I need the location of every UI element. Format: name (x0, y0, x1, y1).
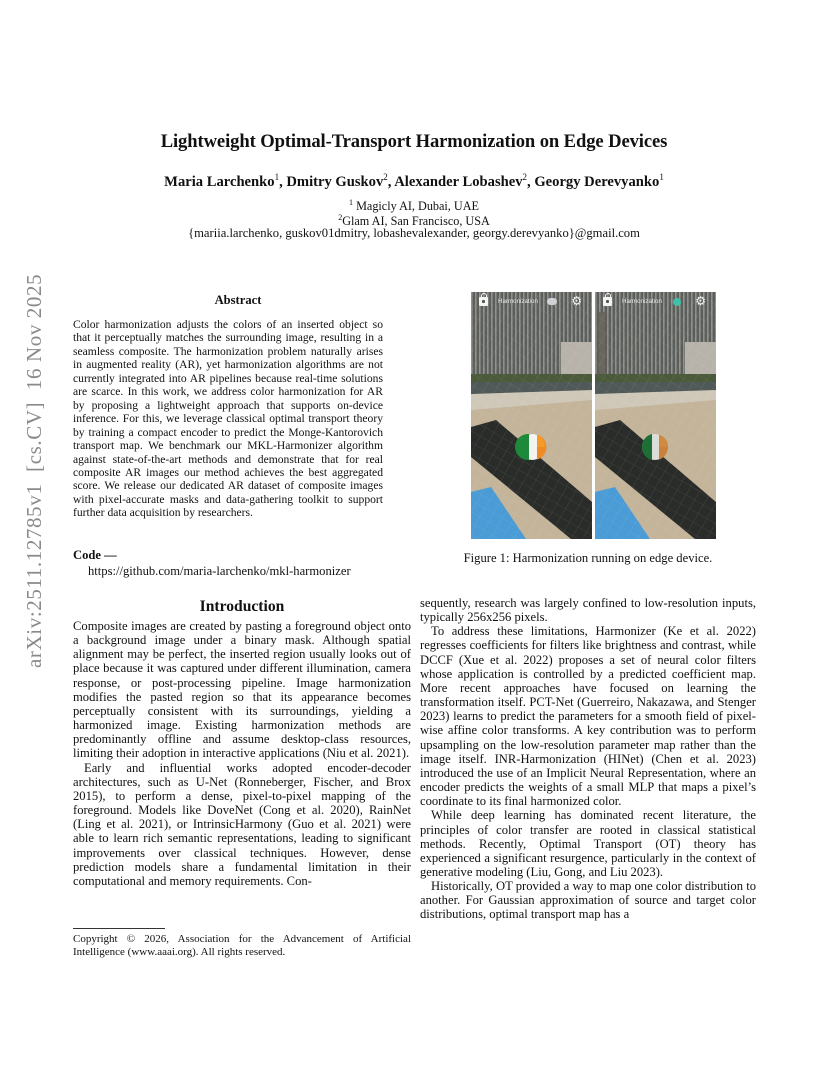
app-toolbar (595, 292, 716, 318)
paragraph: To address these limitations, Harmonizer (Ke et al. 2022) regresses coefficients for filters like brightness and contrast, while DCCF (Xue et al. 2022) proposes a set of neural color filters whose application is controlled by a predicted coefficient map. More recent approaches have focused on learning the transformation itself. PCT-Net (Guerreiro, Nakazawa, and Stenger 2023) learns to predict the parameters for a smooth field of pixel-wise affine color transforms. A key contribution was to perform upsampling on the low-resolution parameter map rather than the image itself. INR-Harmonization (HINet) (Chen et al. 2023) introduced the use of an Implicit Neural Representation, where an encoder predicts the weights of a small MLP that maps a pixel’s coordinate to its final harmonized color. (420, 624, 756, 809)
affiliation: $^1$ Magicly AI, Dubai, UAE (349, 198, 479, 214)
footnote-rule (73, 928, 165, 929)
author-emails: {mariia.larchenko, guskov01dmitry, lobashevalexander, georgy.derevyanko}@gmail.com (188, 226, 640, 240)
code-label: Code — (73, 548, 117, 562)
author: Alexander Lobashev$^2$ (394, 172, 528, 190)
paragraph: While deep learning has dominated recent literature, the principles of color transfer are rooted in classical statistical methods. Recently, Optimal Transport (OT) theory has experienced a significant resurgence, particularly in the context of generative modeling (Liu, Gong, and Liu 2023). (420, 808, 756, 879)
arxiv-stamp-text: arXiv:2511.12785v1 [cs.CV] 16 Nov 2025 (22, 273, 46, 668)
scene-photo (471, 292, 592, 539)
lock-icon[interactable] (479, 297, 488, 306)
figure-panel-harmonization-off (471, 292, 592, 539)
affiliation: $^2$Glam AI, San Francisco, USA (338, 213, 490, 229)
code-link[interactable]: https://github.com/maria-larchenko/mkl-harmonizer (88, 564, 351, 578)
introduction-right-column (420, 596, 756, 922)
harmonization-toggle-label: Harmonization (498, 298, 538, 305)
arxiv-stamp (8, 273, 58, 710)
abstract-heading: Abstract (214, 293, 262, 307)
paragraph: sequently, research was largely confined to low-resolution inputs, typically 256x256 pixels. (420, 596, 756, 625)
abstract-text: Color harmonization adjusts the colors of an inserted object so that it perceptually matches the surrounding image, resulting in a seamless composite. The harmonization problem naturally arises in augmented reality (AR), yet harmonization algorithms are not currently integrated into AR pipelines because real-time solutions are scarce. In this work, we address color harmonization for AR by proposing a lightweight approach that supports on-device inference. For this, we leverage classical optimal transport theory by training a compact encoder to predict the Monge-Kantorovich transport map. We benchmark our MKL-Harmonizer algorithm against state-of-the-art methods and demonstrate that for real composite AR images our method achieves the best aggregated score. We release our dedicated AR dataset of composite images with pixel-accurate masks and data-gathering toolkit to support further data acquisition by researchers. (73, 318, 383, 520)
introduction-left-column (73, 619, 411, 888)
lock-icon[interactable] (603, 297, 612, 306)
paragraph: Early and influential works adopted encoder-decoder architectures, such as U-Net (Ronneberger, Fischer, and Brox 2015), to perform a dense, pixel-to-pixel mapping of the foreground. Models like DoveNet (Cong et al. 2020), RainNet (Ling et al. 2021), or IntrinsicHarmony (Guo et al. 2021) were able to learn rich semantic representations, leading to significant improvements over classical techniques. However, dense prediction models share a fundamental limitation in their computational and memory requirements. Con- (73, 760, 411, 888)
gear-icon[interactable]: ⚙ (571, 294, 582, 308)
author: Dmitry Guskov$^2$ (286, 172, 388, 190)
harmonization-toggle-label: Harmonization (622, 298, 662, 305)
copyright-footnote: Copyright © 2026, Association for the Advancement of Artificial Intelligence (www.aaai.org). All rights reserved. (73, 933, 411, 958)
paragraph: Historically, OT provided a way to map one color distribution to another. For Gaussian approximation of source and target color distributions, optimal transport map has a (420, 879, 756, 922)
harmonization-toggle[interactable] (673, 298, 681, 306)
author-list: Maria Larchenko$^1$, Dmitry Guskov$^2$, Alexander Lobashev$^2$, Georgy Derevyanko$^1$ (164, 172, 664, 190)
app-toolbar (471, 292, 592, 318)
paper-title: Lightweight Optimal-Transport Harmonization on Edge Devices (160, 131, 668, 152)
figure-caption: Figure 1: Harmonization running on edge device. (463, 551, 713, 565)
section-heading-introduction: Introduction (199, 598, 285, 615)
author: Georgy Derevyanko$^1$ (534, 172, 664, 190)
harmonization-toggle[interactable] (547, 298, 557, 305)
paragraph: Composite images are created by pasting a foreground object onto a background image under a binary mask. Although spatial alignment may be perfect, the inserted region usually looks out of place because it was captured under different illumination, camera response, or post-processing pipeline. Image harmonization modifies the pasted region so that its appearance becomes perceptually consistent with its surroundings, yielding a harmonized image. Existing harmonization methods are predominantly offline and assume desktop-class resources, limiting their adoption in interactive applications (Niu et al. 2021). (73, 619, 411, 761)
scene-photo (595, 292, 716, 539)
gear-icon[interactable]: ⚙ (695, 294, 706, 308)
figure-panel-harmonization-on (595, 292, 716, 539)
author: Maria Larchenko$^1$ (164, 172, 280, 190)
